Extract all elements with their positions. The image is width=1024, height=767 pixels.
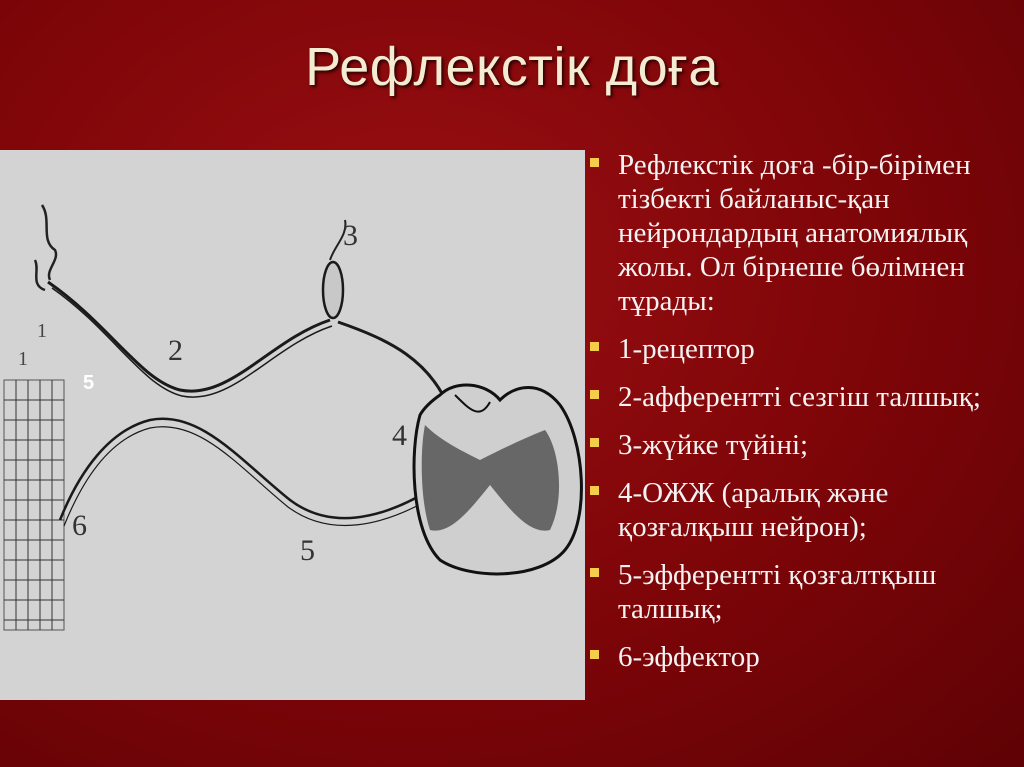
bullet-item-receptor: 1-рецептор bbox=[585, 332, 1020, 366]
bullet-item-effector: 6-эффектор bbox=[585, 640, 1020, 674]
slide-title: Рефлекстік доға bbox=[305, 37, 719, 97]
square-bullet-icon bbox=[590, 342, 599, 351]
square-bullet-icon bbox=[590, 568, 599, 577]
bullet-item-efferent: 5-эфферентті қозғалтқыш талшық; bbox=[585, 558, 1020, 626]
bullet-item-definition: Рефлекстік доға -бір-бірімен тізбекті байланыс-қан нейрондардың анатомиялық жолы. Ол бірнеше бөлімнен тұрады: bbox=[585, 148, 1020, 318]
diagram-number-2: 2 bbox=[168, 334, 183, 367]
square-bullet-icon bbox=[590, 486, 599, 495]
spinal-cord-section bbox=[414, 385, 581, 574]
label-one-lower: 1 bbox=[18, 348, 28, 370]
bullet-list bbox=[585, 148, 1020, 688]
effector-muscle-grid bbox=[4, 380, 64, 630]
label-five-white: 5 bbox=[83, 372, 95, 394]
reflex-arc-diagram bbox=[0, 150, 585, 700]
diagram-number-4: 4 bbox=[392, 419, 407, 452]
square-bullet-icon bbox=[590, 158, 599, 167]
diagram-number-5-fiber: 5 bbox=[300, 534, 315, 567]
square-bullet-icon bbox=[590, 650, 599, 659]
bullet-item-cns: 4-ОЖЖ (аралық және қозғалқыш нейрон); bbox=[585, 476, 1020, 544]
diagram-number-3: 3 bbox=[343, 219, 358, 252]
ganglion bbox=[323, 262, 343, 318]
diagram-number-6: 6 bbox=[72, 509, 87, 542]
receptor-squiggle bbox=[35, 205, 56, 290]
label-one-upper: 1 bbox=[37, 320, 47, 342]
square-bullet-icon bbox=[590, 438, 599, 447]
bullet-item-ganglion: 3-жүйке түйіні; bbox=[585, 428, 1020, 462]
bullet-item-afferent: 2-афферентті сезгіш талшық; bbox=[585, 380, 1020, 414]
square-bullet-icon bbox=[590, 390, 599, 399]
reflex-arc-drawing bbox=[0, 150, 585, 700]
